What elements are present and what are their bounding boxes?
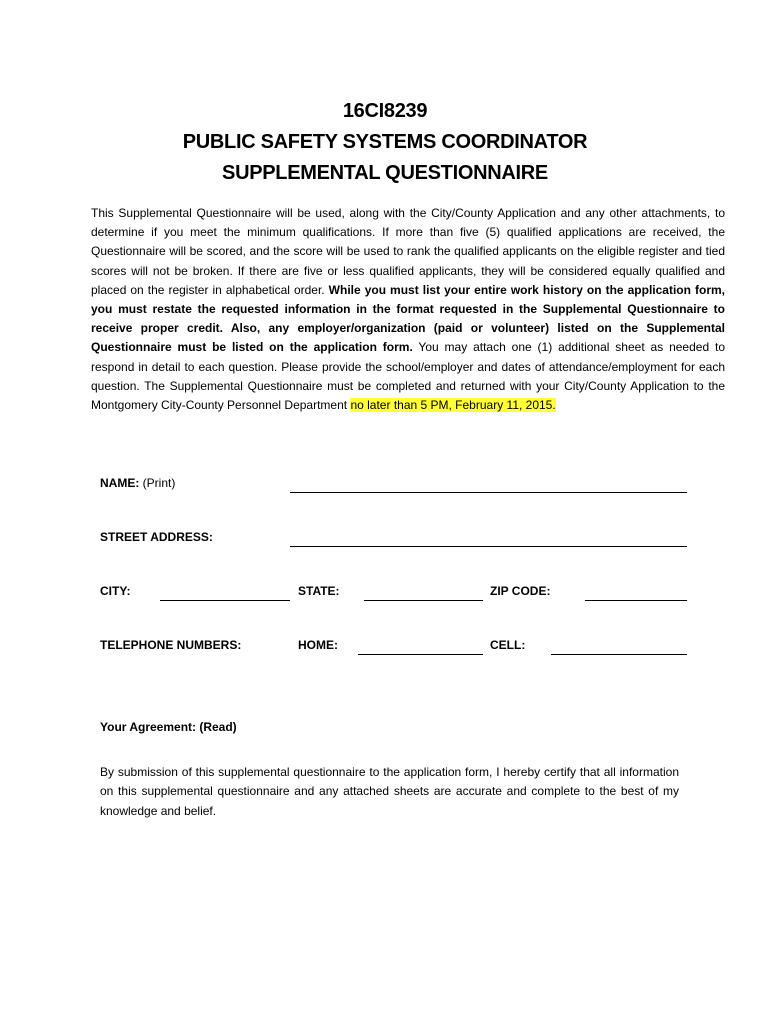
name-label	[100, 475, 175, 491]
street-address-label	[100, 529, 213, 545]
job-code: 16CI8239	[342, 100, 428, 122]
instructions-paragraph	[91, 204, 725, 415]
home-phone-field[interactable]	[358, 654, 483, 655]
zip-code-label-text: ZIP CODE:	[490, 584, 551, 598]
telephone-numbers-label	[100, 637, 241, 653]
agreement-heading: Your Agreement: (Read)	[100, 720, 237, 734]
state-label	[298, 583, 340, 599]
home-phone-label	[298, 637, 338, 653]
city-label	[100, 583, 130, 599]
cell-phone-label-text: CELL:	[490, 638, 526, 652]
home-phone-label-text: HOME:	[298, 638, 338, 652]
instructions-text-1: This Supplemental Questionnaire will be used, along with the City/County Application and any other attachments, to determine if you meet the minimum qualifications. If more than five (5) qualified applications are received, the Questionnaire will be scored, and the score will be used to rank the qualified applicants on the eligible register and tied scores will not be broken. If there are five or less qualified applicants, they will be considered equally qualified and placed on the register in alphabetical order.	[91, 206, 725, 297]
name-field[interactable]	[290, 492, 687, 493]
zip-code-label	[490, 583, 550, 599]
deadline-highlight: no later than 5 PM, February 11, 2015.	[350, 398, 556, 413]
zip-code-field[interactable]	[585, 600, 687, 601]
cell-phone-label	[490, 637, 525, 653]
state-label-text: STATE:	[298, 584, 340, 598]
state-field[interactable]	[364, 600, 483, 601]
agreement-text: By submission of this supplemental questionnaire to the application form, I hereby certify that all information on this supplemental questionnaire and any attached sheets are accurate and complete to the best of my knowledge and belief.	[100, 765, 679, 818]
document-header	[0, 96, 770, 189]
instructions-text-2: You may attach one (1) additional sheet as needed to respond in detail to each question. Please provide the school/employer and dates of attendance/employment for each question. The Supplemental Questionnaire must be completed and returned with your City/County Application to the Montgomery City-County Personnel Department	[91, 340, 725, 413]
name-hint: (Print)	[142, 476, 176, 490]
street-address-label-text: STREET ADDRESS:	[100, 530, 213, 544]
street-address-field[interactable]	[290, 546, 687, 547]
cell-phone-field[interactable]	[551, 654, 687, 655]
telephone-numbers-label-text: TELEPHONE NUMBERS:	[100, 638, 242, 652]
document-subtitle: SUPPLEMENTAL QUESTIONNAIRE	[222, 162, 548, 184]
city-label-text: CITY:	[100, 584, 131, 598]
instructions-bold-text: While you must list your entire work history on the application form, you must restate the requested information in the format requested in the Supplemental Questionnaire to receive proper credit. Also, any employer/organization (paid or volunteer) listed on the Supplemental Questionnaire must be listed on the application form.	[91, 282, 725, 355]
city-field[interactable]	[160, 600, 290, 601]
job-title: PUBLIC SAFETY SYSTEMS COORDINATOR	[182, 131, 588, 153]
name-label-text: NAME:	[100, 476, 140, 490]
